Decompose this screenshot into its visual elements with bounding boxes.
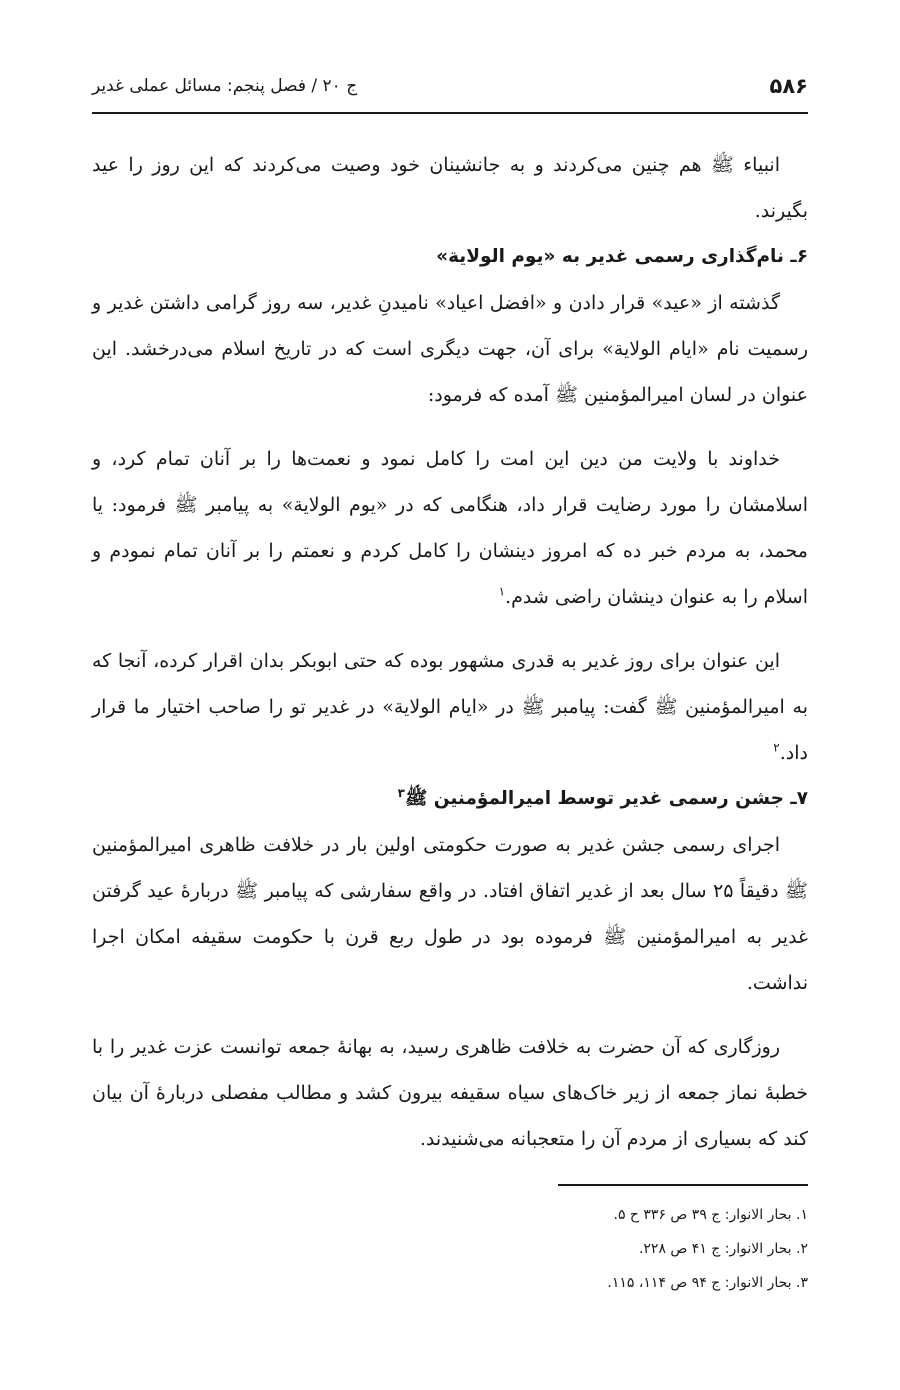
heading-7-text: ۷ـ جشن رسمی غدیر توسط امیرالمؤمنین ﷺ bbox=[404, 788, 808, 809]
paragraph-naming: گذشته از «عید» قرار دادن و «افضل اعیاد» نامیدنِ غدیر، سه روز گرامی داشتن غدیر و رسمیت نام «ایام الولایة» برای آن، جهت دیگری است که در تاریخ اسلام می‌درخشد. این عنوان در لسان امیرالمؤمنین ﷺ آمده که فرمود: bbox=[92, 292, 808, 406]
footnote-ref-1: ۱ bbox=[498, 584, 506, 599]
paragraph-celebration: اجرای رسمی جشن غدیر به صورت حکومتی اولین بار در خلافت ظاهری امیرالمؤمنین ﷺ دقیقاً ۲۵ سال بعد از غدیر اتفاق افتاد. در واقع سفارشی که پیامبر ﷺ دربارۀ عید گرفتن غدیر به امیرالمؤمنین ﷺ فرموده بود در طول ربع قرن با حکومت سقیفه امکان اجرا نداشت. bbox=[92, 834, 808, 994]
footnote-item: ۱. بحار الانوار: ج ۳۹ ص ۳۳۶ ح ۵. bbox=[613, 1207, 808, 1223]
abubakr-text: این عنوان برای روز غدیر به قدری مشهور بوده که حتی ابوبکر بدان اقرار کرده، آنجا که به امیرالمؤمنین ﷺ گفت: پیامبر ﷺ در «ایام الولایة» در غدیر تو را صاحب اختیار ما قرار داد. bbox=[92, 650, 808, 764]
footnote-ref-3: ۳ bbox=[397, 785, 405, 800]
page-number: ۵۸۶ bbox=[769, 74, 808, 98]
section-heading-6: ۶ـ نام‌گذاری رسمی غدیر به «یوم الولایة» bbox=[436, 246, 808, 267]
page-header bbox=[92, 72, 808, 114]
footnotes bbox=[92, 1198, 808, 1300]
paragraph-quote bbox=[92, 436, 808, 620]
footnote-item: ۲. بحار الانوار: ج ۴۱ ص ۲۲۸. bbox=[638, 1241, 808, 1257]
running-title: ج ۲۰ / فصل پنجم: مسائل عملی غدیر bbox=[92, 76, 358, 96]
paragraph-friday-sermon: روزگاری که آن حضرت به خلافت ظاهری رسید، به بهانۀ جمعه توانست عزت غدیر را با خطبۀ نماز جمعه از زیر خاک‌های سیاه سقیفه بیرون کشد و مطالب مفصلی دربارۀ آن بیان کند که بسیاری از مردم آن را متعجبانه می‌شنیدند. bbox=[92, 1036, 808, 1150]
body-text bbox=[92, 142, 808, 1162]
footnote-item: ۳. بحار الانوار: ج ۹۴ ص ۱۱۴، ۱۱۵. bbox=[607, 1275, 808, 1291]
quote-text: خداوند با ولایت من دین این امت را کامل نمود و نعمت‌ها را بر آنان تمام کرد، و اسلامشان را مورد رضایت قرار داد، هنگامی که در «یوم الولایة» به پیامبر ﷺ فرمود: یا محمد، به مردم خبر ده که امروز دینشان را کامل کردم و نعمتم را بر آنان تمام نمودم و اسلام را به عنوان دینشان راضی شدم. bbox=[92, 448, 808, 608]
footnote-ref-2: ۲ bbox=[773, 740, 780, 755]
footnote-divider bbox=[558, 1184, 808, 1186]
section-heading-7 bbox=[92, 776, 808, 822]
paragraph-intro: انبیاء ﷺ هم چنین می‌کردند و به جانشینان خود وصیت می‌کردند که این روز را عید بگیرند. bbox=[92, 154, 808, 222]
paragraph-abubakr bbox=[92, 638, 808, 776]
